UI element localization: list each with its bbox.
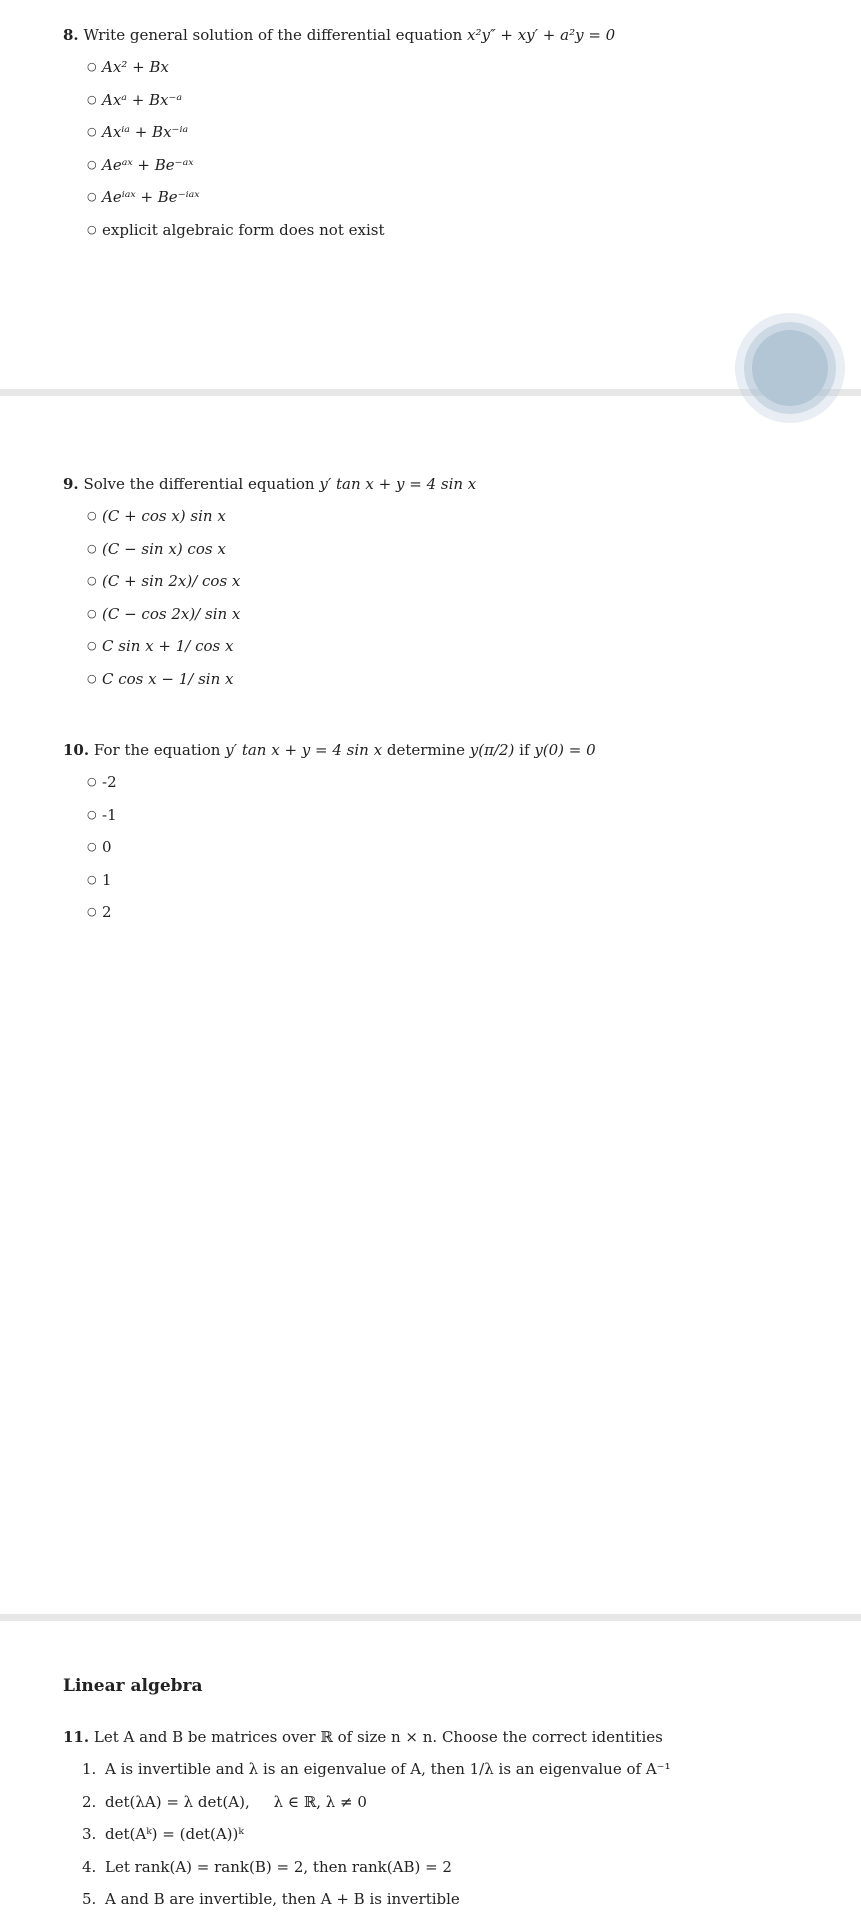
identity-item-4[interactable] (63, 1846, 671, 1879)
radio-circle-icon[interactable]: ○ (87, 905, 97, 918)
radio-circle-icon[interactable]: ○ (87, 840, 97, 853)
radio-circle-icon[interactable]: ○ (87, 157, 97, 171)
question-9 (63, 473, 476, 690)
option-5[interactable] (63, 891, 596, 924)
section-title: Linear algebra (63, 1676, 203, 1696)
option-6[interactable] (63, 209, 615, 242)
option-label: Ax² + Bx (102, 58, 169, 76)
options-list (63, 495, 476, 690)
option-4[interactable] (63, 593, 476, 626)
radio-circle-icon[interactable]: ○ (87, 190, 97, 203)
question-number: 8. (63, 26, 79, 44)
floating-action-button[interactable] (735, 313, 845, 423)
option-label: (C + cos x) sin x (102, 507, 226, 525)
option-2[interactable] (63, 794, 596, 827)
item-text: A is invertible and λ is an eigenvalue of A, then 1/λ is an eigenvalue of A⁻¹ (105, 1760, 671, 1778)
question-8-title (63, 24, 615, 46)
option-3[interactable] (63, 826, 596, 859)
question-9-title (63, 473, 476, 495)
radio-circle-icon[interactable]: ○ (87, 671, 97, 685)
item-text: det(Aᵏ) = (det(A))ᵏ (105, 1825, 244, 1844)
item-number: 4. (82, 1857, 97, 1876)
item-number: 2. (82, 1792, 97, 1811)
radio-circle-icon[interactable]: ○ (87, 222, 97, 236)
question-text: Let A and B be matrices over ℝ of size n × n. Choose the correct identities (93, 1728, 663, 1746)
option-label: Axⁱᵃ + Bx⁻ⁱᵃ (102, 123, 189, 141)
radio-circle-icon[interactable]: ○ (87, 606, 97, 620)
option-label: explicit algebraic form does not exist (102, 220, 385, 239)
question-text: Write general solution of the differential equation (83, 26, 463, 44)
question-condition: y(0) = 0 (534, 741, 596, 759)
option-label: (C − cos 2x)/ sin x (102, 604, 241, 623)
section-divider (0, 1614, 861, 1621)
button-core (752, 330, 828, 406)
question-text: if (519, 741, 530, 759)
question-number: 11. (63, 1728, 90, 1746)
item-number: 3. (82, 1825, 97, 1844)
option-1[interactable] (63, 495, 476, 528)
question-11 (63, 1726, 671, 1911)
option-2[interactable] (63, 528, 476, 561)
option-label: (C + sin 2x)/ cos x (102, 572, 241, 590)
section-divider (0, 389, 861, 396)
option-label: C cos x − 1/ sin x (102, 669, 234, 688)
options-list (63, 46, 615, 241)
option-2[interactable] (63, 79, 615, 112)
radio-circle-icon[interactable]: ○ (87, 574, 97, 587)
radio-circle-icon[interactable]: ○ (87, 775, 97, 788)
item-number: 5. (82, 1890, 97, 1909)
option-3[interactable] (63, 560, 476, 593)
option-6[interactable] (63, 658, 476, 691)
radio-circle-icon[interactable]: ○ (87, 509, 97, 522)
option-label: C sin x + 1/ cos x (102, 637, 234, 655)
question-text: For the equation (93, 741, 221, 759)
radio-circle-icon[interactable]: ○ (87, 92, 97, 106)
option-label: -2 (102, 773, 117, 791)
option-label: 2 (102, 903, 112, 921)
option-label: Aeⁱᵃˣ + Be⁻ⁱᵃˣ (102, 188, 200, 206)
identity-item-1[interactable] (63, 1748, 671, 1781)
question-11-title (63, 1726, 671, 1748)
option-3[interactable] (63, 111, 615, 144)
question-10-title (63, 739, 596, 761)
question-10 (63, 739, 596, 924)
item-text: A and B are invertible, then A + B is invertible (105, 1890, 460, 1909)
question-target: y(π/2) (469, 741, 515, 759)
radio-circle-icon[interactable]: ○ (87, 541, 97, 555)
item-text: Let rank(A) = rank(B) = 2, then rank(AB) = 2 (105, 1857, 452, 1876)
option-4[interactable] (63, 144, 615, 177)
identity-item-2[interactable] (63, 1781, 671, 1814)
radio-circle-icon[interactable]: ○ (87, 807, 97, 821)
option-4[interactable] (63, 859, 596, 892)
option-label: -1 (102, 805, 117, 824)
question-equation: y′ tan x + y = 4 sin x (225, 741, 383, 759)
radio-circle-icon[interactable]: ○ (87, 639, 97, 652)
question-number: 10. (63, 741, 90, 759)
options-list (63, 761, 596, 924)
question-text: determine (386, 741, 465, 759)
question-8 (63, 24, 615, 241)
question-text: Solve the differential equation (83, 475, 315, 493)
item-text: det(λA) = λ det(A), λ ∈ ℝ, λ ≠ 0 (105, 1792, 367, 1811)
option-5[interactable] (63, 176, 615, 209)
question-equation: y′ tan x + y = 4 sin x (319, 475, 477, 493)
option-1[interactable] (63, 46, 615, 79)
radio-circle-icon[interactable]: ○ (87, 60, 97, 73)
option-label: 1 (102, 870, 112, 889)
radio-circle-icon[interactable]: ○ (87, 872, 97, 886)
radio-circle-icon[interactable]: ○ (87, 125, 97, 138)
question-equation: x²y″ + xy′ + a²y = 0 (467, 26, 616, 44)
identities-list (63, 1748, 671, 1911)
option-label: Axᵃ + Bx⁻ᵃ (102, 90, 183, 109)
option-5[interactable] (63, 625, 476, 658)
item-number: 1. (82, 1760, 97, 1778)
identity-item-3[interactable] (63, 1813, 671, 1846)
option-label: 0 (102, 838, 112, 856)
question-number: 9. (63, 475, 79, 493)
identity-item-5[interactable] (63, 1878, 671, 1911)
option-1[interactable] (63, 761, 596, 794)
option-label: (C − sin x) cos x (102, 539, 226, 558)
option-label: Aeᵃˣ + Be⁻ᵃˣ (102, 155, 194, 174)
